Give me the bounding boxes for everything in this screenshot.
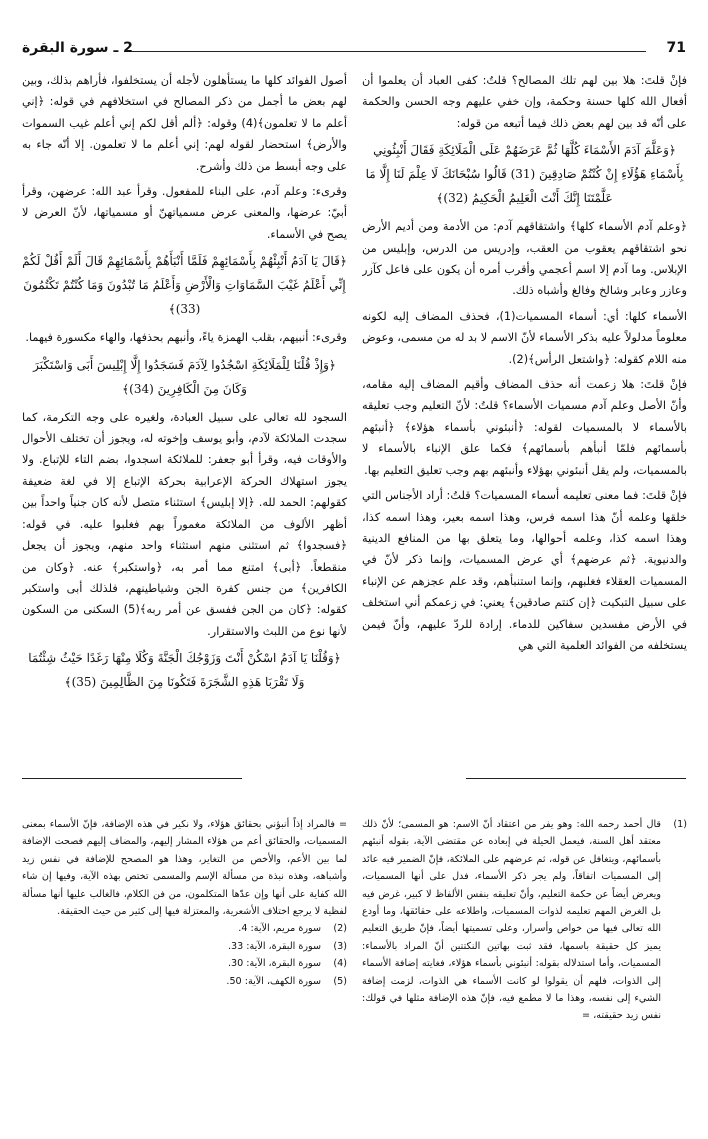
page-header — [22, 40, 686, 62]
quran-verse: ﴿قَالَ يَا آدَمُ أَنْبِئْهُمْ بِأَسْمَائِهِمْ فَلَمَّا أَنْبَأَهُمْ بِأَسْمَائِهِمْ قَالَ أَلَمْ أَقُلْ لَكُمْ إِنِّي أَعْلَمُ غَيْبَ السَّمَاوَاتِ وَالْأَرْضِ وَأَعْلَمُ مَا تُبْدُونَ وَمَا كُنْتُمْ تَكْتُمُونَ (33)﴾ — [22, 254, 347, 317]
footnote-number: (1) — [673, 819, 687, 830]
footnote-item — [22, 920, 347, 937]
footnotes-left — [22, 816, 347, 1136]
footnote-text: قال أحمد رحمه الله: وهو يفر من اعتقاد أنّ الاسم: هو المسمى؛ لأنّ ذلك معتقد أهل السنة، فيعمل الحيلة في إبعاده عن مقتضى الآية، بقوله أنبئهم بأسمائهم، ويتغافل عن قوله، ثم عرضهم على الملائكة، فإنّ الضمير فيه عائد إلى المسميات اتفاقاً، ولم يجر ذكر الأسماء، فدل على أنها المسميات، ويعرض أيضاً عن حكمة التعليم، وأنّ تعليقه بنفس الألفاظ لا كبير، غرض فيه بل الغرض المهم تعليمه لذوات المسميات، واطلاعه على حقائقها، وما أودع الله تعالى فيها من خواص وأسرار، وعلى تسميتها أيضاً، فإنّ طريق التعليم يميز كل حقيقة باسمها، فقد ثبت بهاتين النكتتين أنّ المراد بالأسماء: المسميات، وأما استدلاله بقوله: أنبئوني بأسماء هؤلاء، فغايته إضافة الأسماء إلى الذوات، فلهم أن يقولوا لو كانت الأسماء هي الذوات، لزمت إضافة الشيء إلى نفسه، وهذا ما لا مطمع فيه، فإنّ هذه الإضافة مثلها في قولك: نفس زيد حقيقته، = — [362, 819, 661, 1022]
separator-rule-left — [22, 778, 242, 779]
paragraph: الأسماء كلها: أي: أسماء المسميات(1)، فحذف المضاف إليه لكونه معلوماً مدلولاً عليه بذكر الأسماء لأنّ الاسم لا بد له من مسمى، وعوض منه اللام كقوله: ﴿واشتعل الرأس﴾(2). — [362, 309, 687, 366]
footnote-item — [22, 955, 347, 972]
paragraph: وقرىء: وعلم آدم، على البناء للمفعول. وقرأ عبد الله: عرضهن، وقرأ أبيّ: عرضها، والمعنى عرض مسمياتهنّ أو مسمياتها، لأنّ العرض لا يصح في الأسماء. — [22, 185, 347, 241]
footnote-number: (4) — [333, 958, 347, 970]
footnote-number: (3) — [333, 940, 347, 952]
separator-rule-right — [466, 778, 686, 779]
paragraph: فإنْ قلتَ: هلا زعمت أنه حذف المضاف وأقيم المضاف إليه مقامه، وأنّ الأصل وعلم آدم مسميات الأسماء؟ قلتُ: لأنّ التعليم وجب تعليقه بالأسماء لا بالمسميات لقوله: ﴿أنبئوني بأسماء هؤلاء﴾ ﴿أنبئهم بأسمائهم فلمّا أنبأهم بأسمائهم﴾ فكما علق الإنباء بالأسماء لا بالمسميات، ولم يقل أنبئوني بهؤلاء وأنبئهم بهم وجب تعليق التعليم بها. — [362, 378, 687, 477]
surah-title: 2 ـ سورة البقرة — [22, 40, 133, 56]
paragraph: السجود لله تعالى على سبيل العبادة، ولغيره على وجه التكرمة، كما سجدت الملائكة لآدم، وأبو يوسف وإخوته له، ويجوز أن تختلف الأحوال والأوقات فيه، وقرأ أبو جعفر: للملائكة اسجدوا، بضم التاء للإتباع. ولا يجوز استهلاك الحركة الإعرابية بحركة الإتباع إلا في لغة ضعيفة كقولهم: الحمد لله. ﴿إلا إبليس﴾ استثناء متصل لأنه كان جنياً واحداً بين أظهر الألوف من الملائكة مغموراً بهم فغلبوا عليه. في قوله: ﴿فسجدوا﴾ ثم استثنى منهم استثناء واحد منهم، ويجوز أن يجعل منقطعاً. ﴿أبى﴾ امتنع مما أمر به، ﴿واستكبر﴾ عنه. ﴿وكان من الكافرين﴾ من جنس كفرة الجن وشياطينهم، فلذلك أبى واستكبر كقوله: ﴿كان من الجن ففسق عن أمر ربه﴾(5) السكنى من السكون لأنها نوع من اللبث والاستقرار. — [22, 410, 347, 638]
quran-verse: ﴿وَعَلَّمَ آدَمَ الأَسْمَاءَ كُلَّهَا ثُمَّ عَرَضَهُمْ عَلَى الْمَلَائِكَةِ فَقَالَ أَنْبِئُونِي بِأَسْمَاءِ هَؤُلَاءِ إِنْ كُنْتُمْ صَادِقِينَ (31) قَالُوا سُبْحَانَكَ لَا عِلْمَ لَنَا إِلَّا مَا عَلَّمْتَنَا إِنَّكَ أَنْتَ الْعَلِيمُ الْحَكِيمُ (32)﴾ — [365, 143, 684, 206]
paragraph: وقرىء: أنبيهم، بقلب الهمزة ياءً، وأنبهم بحذفها، والهاء مكسورة فيهما. — [25, 331, 347, 345]
right-column — [362, 70, 687, 770]
paragraph: فإنْ قلتَ: فما معنى تعليمه أسماء المسميات؟ قلتُ: أراد الأجناس التي خلقها وعلمه أنّ هذا اسمه فرس، وهذا اسمه بعير، وهذا اسمه كذا، وهذا اسمه كذا، وعلمه أحوالها، وما يتعلق بها من المنافع الدينية والدنيوية. ﴿ثم عرضهم﴾ أي عرض المسميات، وإنما ذكر لأنّ في المسميات العقلاء فغلبهم، وإنما استنبأهم، وقد علم عجزهم عن الإنباء على سبيل التبكيت ﴿إن كنتم صادقين﴾ يعني: في زعمكم أني استخلف في الأرض مفسدين سفاكين للدماء. إرادة للردّ عليهم، وأنّ فيمن يستخلفه من الفوائد العلمية التي هي — [362, 489, 687, 652]
quran-verse: ﴿وَقُلْنَا يَا آدَمُ اسْكُنْ أَنْتَ وَزَوْجُكَ الْجَنَّةَ وَكُلَا مِنْهَا رَغَدًا حَيْثُ شِئْتُمَا وَلَا تَقْرَبَا هَذِهِ الشَّجَرَةَ فَتَكُونَا مِنَ الظَّالِمِينَ (35)﴾ — [28, 651, 341, 690]
footnote-text: سورة البقرة، الآية: 33. — [227, 940, 321, 952]
paragraph: أصول الفوائد كلها ما يستأهلون لأجله أن يستخلفوا، فأراهم بذلك، وبين لهم بعض ما أجمل من ذكر المصالح في استخلافهم في قوله: ﴿إني أعلم ما لا تعلمون﴾(4) وقوله: ﴿ألم أقل لكم إني أعلم غيب السموات والأرض﴾ استحضار لقوله لهم: إني أعلم ما لا تعلمون. إلا أنّه جاء به على وجه أبسط من ذلك وأشرح. — [22, 74, 347, 173]
footnote-item — [362, 816, 687, 1025]
footnote-number: (5) — [333, 975, 347, 987]
footnote-item — [22, 938, 347, 955]
footnote-text: سورة مريم، الآية: 4. — [238, 923, 321, 935]
left-column — [22, 70, 347, 770]
page-number: 71 — [666, 40, 686, 56]
footnote-number: (2) — [333, 923, 347, 935]
footnote-separator — [22, 778, 686, 779]
quran-verse: ﴿وَإِذْ قُلْنَا لِلْمَلَائِكَةِ اسْجُدُوا لِآدَمَ فَسَجَدُوا إِلَّا إِبْلِيسَ أَبَى وَاسْتَكْبَرَ وَكَانَ مِنَ الْكَافِرِينَ (34)﴾ — [33, 357, 336, 396]
header-rule — [124, 51, 646, 52]
footnote-text: سورة البقرة، الآية: 30. — [227, 958, 321, 970]
paragraph: ﴿وعلم آدم الأسماء كلها﴾ واشتقاقهم آدم: من الأدمة ومن أديم الأرض نحو اشتقاقهم يعقوب من العقب، وإدريس من الدرس، وإبليس من الإبلاس. وما آدم إلا اسم أعجمي وأقرب أمره أن يكون على فاعل كآزر وعازر وعابر وشالخ وفالغ وأشباه ذلك. — [362, 220, 687, 298]
footnote-continuation: = فالمراد إذاً أنبؤني بحقائق هؤلاء، ولا نكير في هذه الإضافة، فإنّ الأسماء بمعنى المسميات، والحقائق أعم من هؤلاء المشار إليهم، والمضاف إليهم فصحت الإضافة لما بين الأعم، والأخص من التغاير، وهذا هو المصحح للإضافة في نفس زيد وأشباهه، وهذه نبذة من مسألة الإسم والمسمى تختص بهذه الآية، وفيها إن شاء الله كفاية على أنها وإن عدّها المتكلمون، من فن الكلام، فالغالب عليها أنها مسألة لفظية لا يرجع اختلاف الأشعرية، والمعتزلة فيها إلى كثير من حيث الحقيقة. — [22, 819, 347, 918]
footnotes-right — [362, 816, 687, 1136]
paragraph: فإنْ قلتَ: هلا بين لهم تلك المصالح؟ قلتُ: كفى العباد أن يعلموا أن أفعال الله كلها حسنة وحكمة، وإن خفي عليهم وجه الحسن والحكمة على أنّه قد بين لهم بعض ذلك فيما أتبعه من قوله: — [362, 74, 687, 130]
footnote-text: سورة الكهف، الآية: 50. — [226, 975, 321, 987]
footnote-item — [22, 973, 347, 990]
